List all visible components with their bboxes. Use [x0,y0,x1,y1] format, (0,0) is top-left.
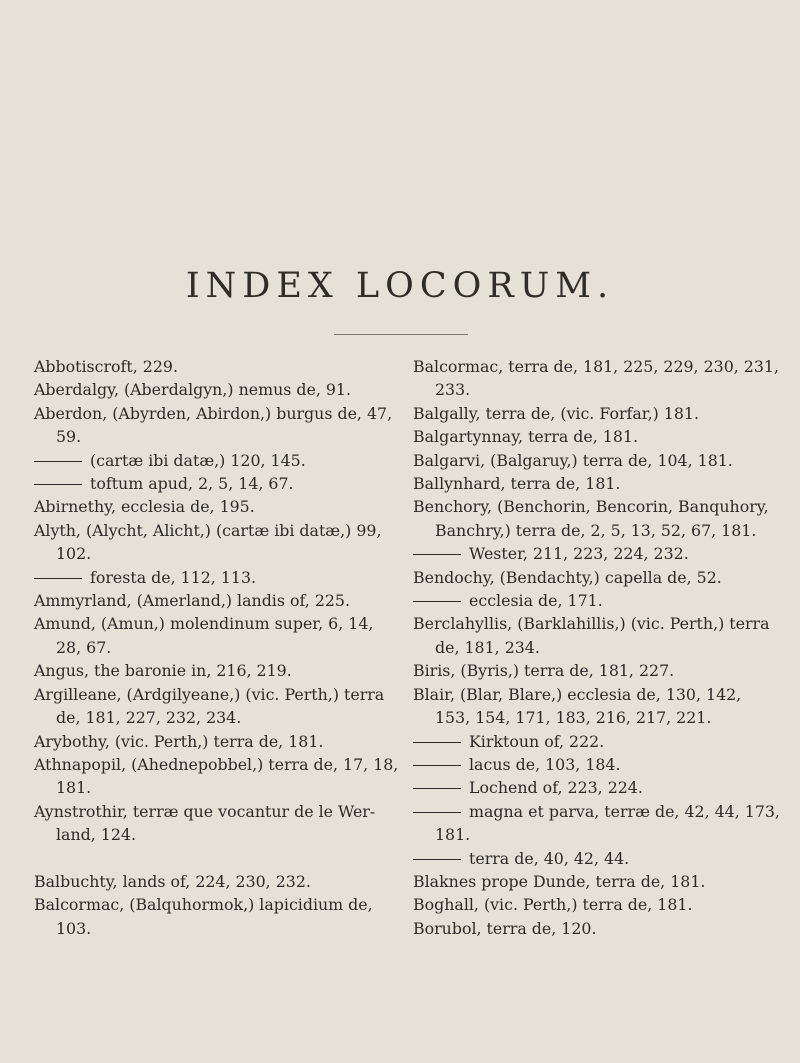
index-entry-text: Bendochy, (Bendachty,) capella de, 52. [413,567,722,587]
index-entry [413,566,781,589]
ditto-dash [413,812,461,813]
index-entry [413,870,781,893]
index-entry-text: lacus de, 103, 184. [469,754,621,774]
index-entry-text: terra de, 40, 42, 44. [469,848,630,868]
index-entry-text: Boghall, (vic. Perth,) terra de, 181. [413,895,693,915]
index-entry [34,800,402,847]
index-entry-text: Biris, (Byris,) terra de, 181, 227. [413,661,675,681]
index-entry [413,495,781,542]
index-entry [413,425,781,448]
index-entry [413,589,781,612]
index-entry [34,589,402,612]
index-entry [413,355,781,402]
index-entry-text: Wester, 211, 223, 224, 232. [469,544,689,564]
index-entry [413,893,781,916]
index-entry [413,472,781,495]
ditto-dash [413,788,461,789]
index-entry-text: Balgally, terra de, (vic. Forfar,) 181. [413,403,699,423]
index-entry [34,566,402,589]
index-entry [413,730,781,753]
index-entry [34,495,402,518]
index-entry [413,776,781,799]
index-entry-text: Balcormac, terra de, 181, 225, 229, 230, 231, 233. [413,357,779,400]
index-entry-text: Athnapopil, (Ahednepobbel,) terra de, 17, 18, 181. [34,754,399,798]
index-column-left [34,355,402,940]
index-entry [413,659,781,682]
index-entry [34,378,402,401]
index-entry [413,800,781,847]
index-entry [413,683,781,730]
index-entry-text: Berclahyllis, (Barklahillis,) (vic. Perth,) terra de, 181, 234. [413,614,770,657]
index-entry [413,449,781,472]
index-entry [34,893,402,940]
index-entry-text: Amund, (Amun,) molendinum super, 6, 14, 28, 67. [34,614,374,657]
index-entry-text: Balcormac, (Balquhormok,) lapicidium de, 103. [34,895,373,938]
index-entry-text: Ammyrland, (Amerland,) landis of, 225. [34,591,350,611]
page-title: INDEX LOCORUM. [185,266,615,306]
index-entry-text: Balgartynnay, terra de, 181. [413,427,638,447]
index-entry-text: Lochend of, 223, 224. [469,778,643,798]
index-entry-text: Alyth, (Alycht, Alicht,) (cartæ ibi datæ,) 99, 102. [34,520,382,564]
index-entry [34,730,402,753]
index-entry-text: Abbotiscroft, 229. [34,357,178,376]
index-entry-text: Blaknes prope Dunde, terra de, 181. [413,871,706,891]
ditto-dash [413,742,461,743]
index-entry-text: Aberdon, (Abyrden, Abirdon,) burgus de, 47, 59. [34,403,393,447]
index-entry [34,683,402,730]
index-entry [34,519,402,566]
index-entry [413,917,781,940]
index-entry-text: magna et parva, terræ de, 42, 44, 173, 181. [435,801,780,845]
index-entry [413,612,781,659]
index-entry [34,753,402,800]
index-entry-text: Angus, the baronie in, 216, 219. [34,661,292,681]
index-entry [413,402,781,425]
index-entry-text: Kirktoun of, 222. [469,731,605,751]
ditto-dash [34,484,82,485]
index-entry [413,753,781,776]
index-entry [34,659,402,682]
index-entry [34,449,402,472]
index-entry [34,870,402,893]
index-entry [34,355,402,378]
ditto-dash [34,461,82,462]
index-entry-text: Abirnethy, ecclesia de, 195. [34,497,255,517]
index-entry-text: toftum apud, 2, 5, 14, 67. [90,474,294,494]
index-entry-text: Blair, (Blar, Blare,) ecclesia de, 130, 142, 153, 154, 171, 183, 216, 217, 221. [413,684,742,728]
index-entry-text: Benchory, (Benchorin, Bencorin, Banquhory, Banchry,) terra de, 2, 5, 13, 52, 67, 181. [413,497,769,540]
index-entry-text: Aberdalgy, (Aberdalgyn,) nemus de, 91. [34,380,351,400]
index-entry-text: (cartæ ibi datæ,) 120, 145. [90,450,306,470]
title-rule [334,334,468,335]
ditto-dash [413,765,461,766]
index-entry [34,472,402,495]
index-entry-text: Borubol, terra de, 120. [413,918,597,938]
index-entry [413,542,781,565]
index-entry [34,612,402,659]
ditto-dash [413,601,461,602]
ditto-dash [34,578,82,579]
index-entry [34,402,402,449]
index-entry-text: Ballynhard, terra de, 181. [413,474,621,494]
index-entry [413,847,781,870]
index-column-right [413,355,781,940]
index-entry-text: Balgarvi, (Balgaruy,) terra de, 104, 181. [413,450,733,470]
ditto-dash [413,554,461,555]
ditto-dash [413,859,461,860]
index-entry-text: ecclesia de, 171. [469,591,603,611]
index-entry-text: Arybothy, (vic. Perth,) terra de, 181. [34,731,324,751]
index-entry-text: Balbuchty, lands of, 224, 230, 232. [34,871,311,891]
index-entry-text: Argilleane, (Ardgilyeane,) (vic. Perth,) terra de, 181, 227, 232, 234. [34,684,385,728]
index-entry-text: foresta de, 112, 113. [90,567,257,587]
index-entry-text: Aynstrothir, terræ que vocantur de le Wer-land, 124. [34,801,376,845]
